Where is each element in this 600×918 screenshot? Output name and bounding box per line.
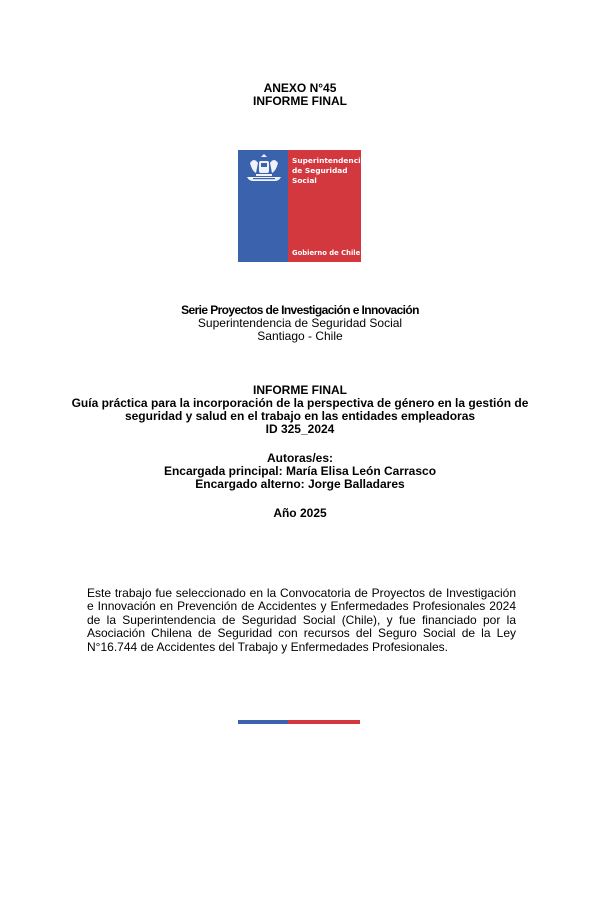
funding-disclaimer: Este trabajo fue seleccionado en la Convocatoria de Proyectos de Investigación e Innovación en Prevención de Accidentes y Enfermedades Profesionales 2024 de la Superintendencia de Seguridad Social (Chile), y fue financiado por la Asociación Chilena de Seguridad con recursos del Seguro Social de la Ley N°16.744 de Accidentes del Trabajo y Enfermedades Profesionales. xyxy=(87,586,516,654)
document-header xyxy=(0,82,600,108)
chile-coat-of-arms-icon xyxy=(244,153,284,187)
logo-blue-panel xyxy=(238,150,288,262)
suseso-logo xyxy=(238,150,366,262)
year-text: Año 2025 xyxy=(273,506,327,520)
footer-color-bar xyxy=(238,720,360,724)
logo-institution-name xyxy=(292,156,366,186)
logo-name-line-2: de Seguridad xyxy=(292,166,348,175)
series-block xyxy=(0,304,600,343)
header-subtitle: INFORME FINAL xyxy=(253,94,347,108)
logo-red-panel xyxy=(288,150,366,262)
report-title-line-1: Guía práctica para la incorporación de la perspectiva de género en la gestión de xyxy=(71,396,529,410)
logo-name-line-3: Social xyxy=(292,176,317,185)
logo-government: Gobierno de Chile xyxy=(292,249,361,257)
author-principal: Encargada principal: María Elisa León Carrasco xyxy=(163,464,437,478)
series-title: Serie Proyectos de Investigación e Innovación xyxy=(181,303,419,317)
series-institution: Superintendencia de Seguridad Social xyxy=(197,316,403,330)
annex-number: ANEXO N°45 xyxy=(263,81,337,95)
series-location: Santiago - Chile xyxy=(257,329,343,343)
footer-bar-blue xyxy=(238,720,288,724)
footer-bar-red xyxy=(288,720,360,724)
report-title-line-2: seguridad y salud en el trabajo en las entidades empleadoras xyxy=(124,409,476,423)
report-block xyxy=(0,384,600,436)
report-label: INFORME FINAL xyxy=(253,383,347,397)
logo-name-line-1: Superintendencia xyxy=(292,156,366,165)
report-id: ID 325_2024 xyxy=(265,422,335,436)
author-alternate: Encargado alterno: Jorge Balladares xyxy=(195,477,405,491)
year xyxy=(0,507,600,520)
authors-block xyxy=(0,452,600,491)
authors-heading: Autoras/es: xyxy=(266,451,334,465)
